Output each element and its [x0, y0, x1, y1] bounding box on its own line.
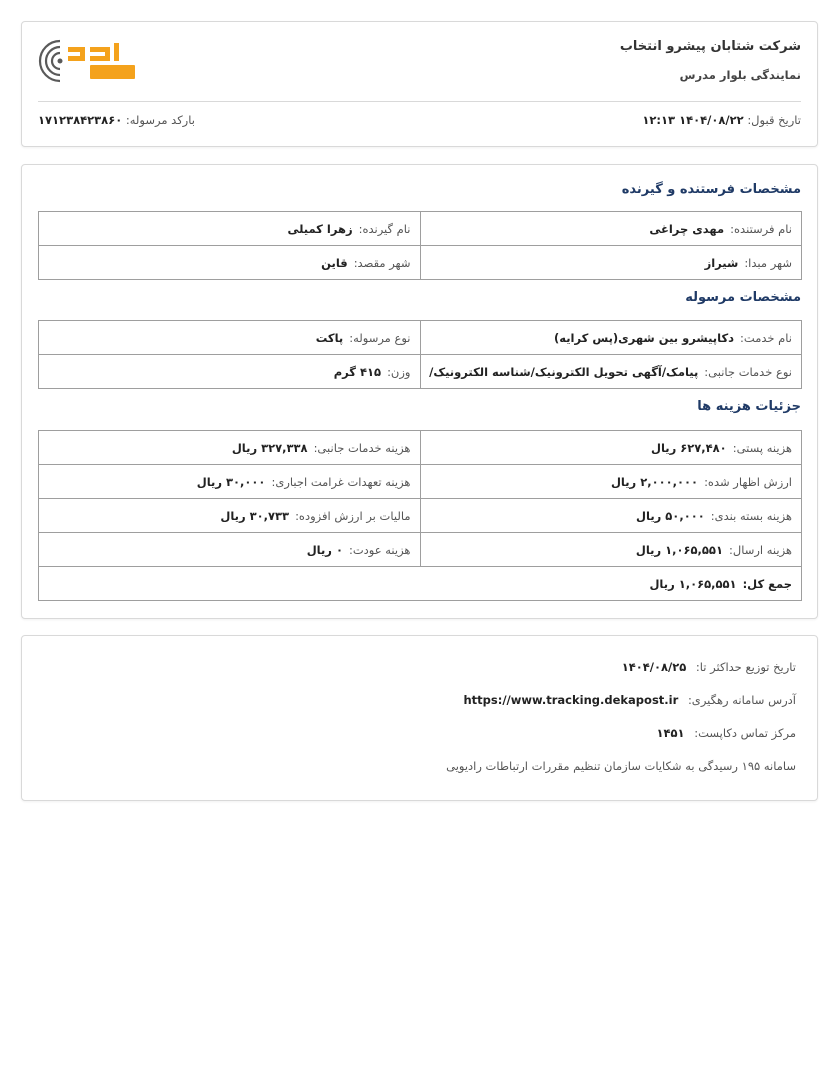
packaging-cost-label: هزینه بسته بندی:	[710, 508, 792, 523]
vat-value: ۳۰,۷۳۳ ریال	[220, 508, 290, 523]
dekapost-logo	[38, 39, 138, 83]
sender-receiver-table	[38, 211, 802, 280]
weight-cell	[39, 355, 421, 389]
receiver-name-label: نام گیرنده:	[358, 221, 411, 236]
weight-label: وزن:	[387, 364, 411, 379]
vat-label: مالیات بر ارزش افزوده:	[295, 508, 411, 523]
parcel-type-label: نوع مرسوله:	[349, 330, 411, 345]
weight-value: ۴۱۵ گرم	[333, 364, 382, 379]
total-value: ۱,۰۶۵,۵۵۱ ریال	[649, 576, 737, 591]
extra-services-cost-value: ۳۲۷,۳۳۸ ریال	[231, 440, 308, 455]
parcel-type-cell	[39, 321, 421, 355]
destination-city-cell	[39, 246, 421, 280]
accept-date-label: تاریخ قبول:	[747, 113, 801, 127]
contact-label: مرکز تماس دکاپست:	[694, 726, 796, 740]
extra-services-value: پیامک/آگهی تحویل الکترونیک/شناسه الکترونیک/	[429, 364, 699, 379]
header-divider	[38, 101, 801, 102]
declared-value-label: ارزش اظهار شده:	[704, 474, 792, 489]
tracking-line	[463, 693, 796, 707]
extra-services-cell	[420, 355, 802, 389]
max-delivery-value: ۱۴۰۴/۰۸/۲۵	[621, 660, 687, 674]
table-row	[39, 465, 802, 499]
dekapost-logo-icon	[38, 39, 138, 83]
total-cell	[39, 567, 802, 601]
table-row	[39, 321, 802, 355]
max-delivery-line	[622, 660, 796, 674]
sender-name-label: نام فرستنده:	[730, 221, 792, 236]
contact-number: ۱۴۵۱	[656, 726, 685, 740]
shipping-cost-cell	[420, 533, 802, 567]
accept-date	[642, 113, 801, 127]
table-row	[39, 246, 802, 280]
postal-cost-cell	[420, 431, 802, 465]
declared-value-value: ۲,۰۰۰,۰۰۰ ریال	[610, 474, 699, 489]
extra-services-cost-cell	[39, 431, 421, 465]
origin-city-value: شیراز	[704, 255, 739, 270]
return-cost-label: هزینه عودت:	[348, 542, 411, 557]
sender-receiver-title: مشخصات فرستنده و گیرنده	[621, 182, 801, 197]
compensation-cost-cell	[39, 465, 421, 499]
barcode-label: بارکد مرسوله:	[125, 113, 195, 127]
packaging-cost-value: ۵۰,۰۰۰ ریال	[636, 508, 705, 523]
sender-name-cell	[420, 212, 802, 246]
shipping-cost-value: ۱,۰۶۵,۵۵۱ ریال	[635, 542, 723, 557]
tracking-url-link[interactable]: https://www.tracking.dekapost.ir	[463, 693, 679, 707]
declared-value-cell	[420, 465, 802, 499]
destination-city-value: قاین	[321, 255, 348, 270]
service-name-value: دکاپیشرو بین شهری(پس کرایه)	[553, 330, 735, 345]
destination-city-label: شهر مقصد:	[353, 255, 411, 270]
contact-line	[657, 726, 797, 740]
packaging-cost-cell	[420, 499, 802, 533]
shipment-table	[38, 320, 802, 389]
return-cost-value: ۰ ریال	[306, 542, 343, 557]
company-name: شرکت شتابان پیشرو انتخاب	[619, 39, 801, 54]
costs-title: جزئیات هزینه ها	[697, 399, 801, 414]
table-row	[39, 355, 802, 389]
receiver-name-cell	[39, 212, 421, 246]
total-label: جمع کل:	[742, 576, 792, 591]
extra-services-cost-label: هزینه خدمات جانبی:	[313, 440, 411, 455]
table-row	[39, 212, 802, 246]
vat-cell	[39, 499, 421, 533]
shipment-title: مشخصات مرسوله	[685, 290, 801, 305]
main-card	[21, 164, 818, 619]
parcel-type-value: پاکت	[315, 330, 344, 345]
tracking-label: آدرس سامانه رهگیری:	[687, 693, 796, 707]
barcode-value: ۱۷۱۲۳۸۴۲۳۸۶۰	[38, 113, 123, 127]
costs-table	[38, 430, 802, 601]
shipping-cost-label: هزینه ارسال:	[728, 542, 792, 557]
service-name-label: نام خدمت:	[740, 330, 792, 345]
compensation-cost-value: ۳۰,۰۰۰ ریال	[196, 474, 266, 489]
table-row	[39, 431, 802, 465]
complaint-text: سامانه ۱۹۵ رسیدگی به شکایات سازمان تنظیم مقررات ارتباطات رادیویی	[446, 759, 796, 773]
postal-cost-label: هزینه پستی:	[732, 440, 792, 455]
compensation-cost-label: هزینه تعهدات غرامت اجباری:	[271, 474, 411, 489]
receiver-name-value: زهرا کمیلی	[287, 221, 353, 236]
extra-services-label: نوع خدمات جانبی:	[704, 364, 792, 379]
barcode	[38, 113, 195, 127]
table-row	[39, 567, 802, 601]
origin-city-cell	[420, 246, 802, 280]
table-row	[39, 499, 802, 533]
origin-city-label: شهر مبدا:	[744, 255, 792, 270]
max-delivery-label: تاریخ توزیع حداکثر تا:	[695, 660, 796, 674]
branch-name: نمایندگی بلوار مدرس	[679, 68, 801, 82]
sender-name-value: مهدی چراغی	[649, 221, 725, 236]
header-card	[21, 21, 818, 147]
service-name-cell	[420, 321, 802, 355]
accept-date-value: ۱۴۰۴/۰۸/۲۲ ۱۲:۱۳	[642, 113, 744, 127]
postal-cost-value: ۶۲۷,۴۸۰ ریال	[650, 440, 727, 455]
table-row	[39, 533, 802, 567]
footer-card	[21, 635, 818, 801]
return-cost-cell	[39, 533, 421, 567]
